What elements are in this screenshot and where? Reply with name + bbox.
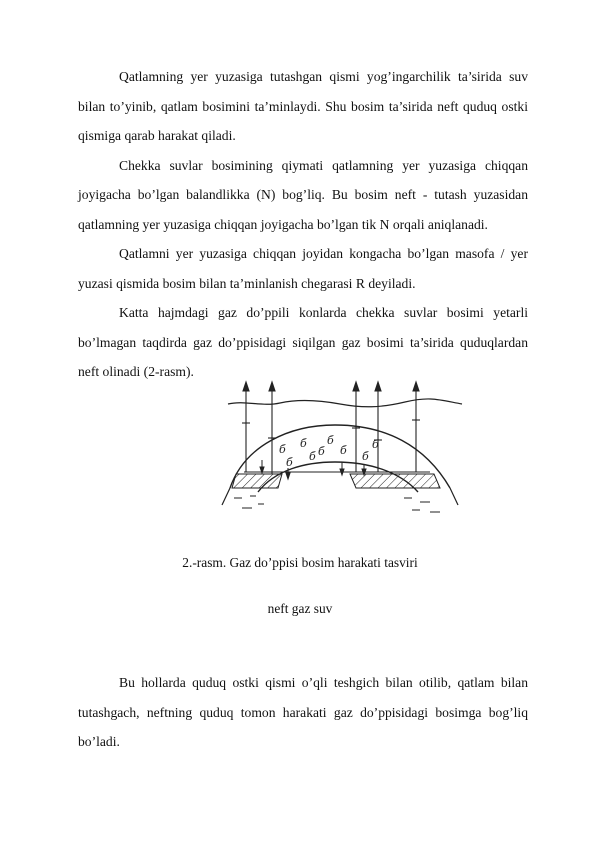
- gas-symbol: б: [327, 434, 334, 447]
- wells: [242, 382, 420, 474]
- gas-symbol: б: [340, 444, 347, 457]
- gas-symbols: [279, 434, 379, 469]
- figure-legend: neft gaz suv: [267, 601, 333, 616]
- paragraph: Qatlamning yer yuzasiga tutashgan qismi yog’ingarchilik ta’sirida suv bilan to’yinib, qatlam bosimini ta’minlaydi. Shu bosim ta’sirida neft quduq ostki qismiga qarab harakat qiladi.: [78, 69, 528, 143]
- gas-symbol: б: [362, 450, 369, 463]
- paragraph: Qatlamni yer yuzasiga chiqqan joyidan kongacha bo’lgan masofa / yer yuzasi qismida bosim bilan ta’minlanish chegarasi R deyiladi.: [78, 246, 528, 291]
- figure-caption: 2.-rasm. Gaz do’ppisi bosim harakati tasviri: [182, 555, 418, 570]
- oil-zone-left: [232, 474, 282, 488]
- gas-symbol: б: [309, 450, 316, 463]
- gas-symbol: б: [318, 445, 325, 458]
- paragraph: Chekka suvlar bosimining qiymati qatlamning yer yuzasiga chiqqan joyigacha bo’lgan balandlikka (N) bog’liq. Bu bosim neft - tutash yuzasidan qatlamning yer yuzasiga chiqqan joyigacha bo’lgan tik N orqali aniqlanadi.: [78, 157, 528, 232]
- gas-symbol: б: [286, 456, 293, 469]
- paragraph: Katta hajmdagi gaz do’ppili konlarda chekka suvlar bosimi yetarli bo’lmagan taqdirda gaz do’ppisidagi siqilgan gaz bosimi ta’sirida quduqlardan neft olinadi (2-rasm).: [78, 305, 528, 379]
- oil-zone-right: [350, 474, 440, 488]
- gas-symbol: б: [279, 443, 286, 456]
- body-text-bottom: [78, 668, 528, 757]
- paragraph: Bu hollarda quduq ostki qismi o’qli teshgich bilan otilib, qatlam bilan tutashgach, neftning quduq tomon harakati gaz do’ppisidagi bosimga bog’liq bo’ladi.: [78, 675, 528, 749]
- gas-symbol: б: [372, 438, 379, 451]
- gas-symbol: б: [300, 437, 307, 450]
- ground-surface-line: [228, 399, 462, 407]
- water-zone: [234, 496, 440, 512]
